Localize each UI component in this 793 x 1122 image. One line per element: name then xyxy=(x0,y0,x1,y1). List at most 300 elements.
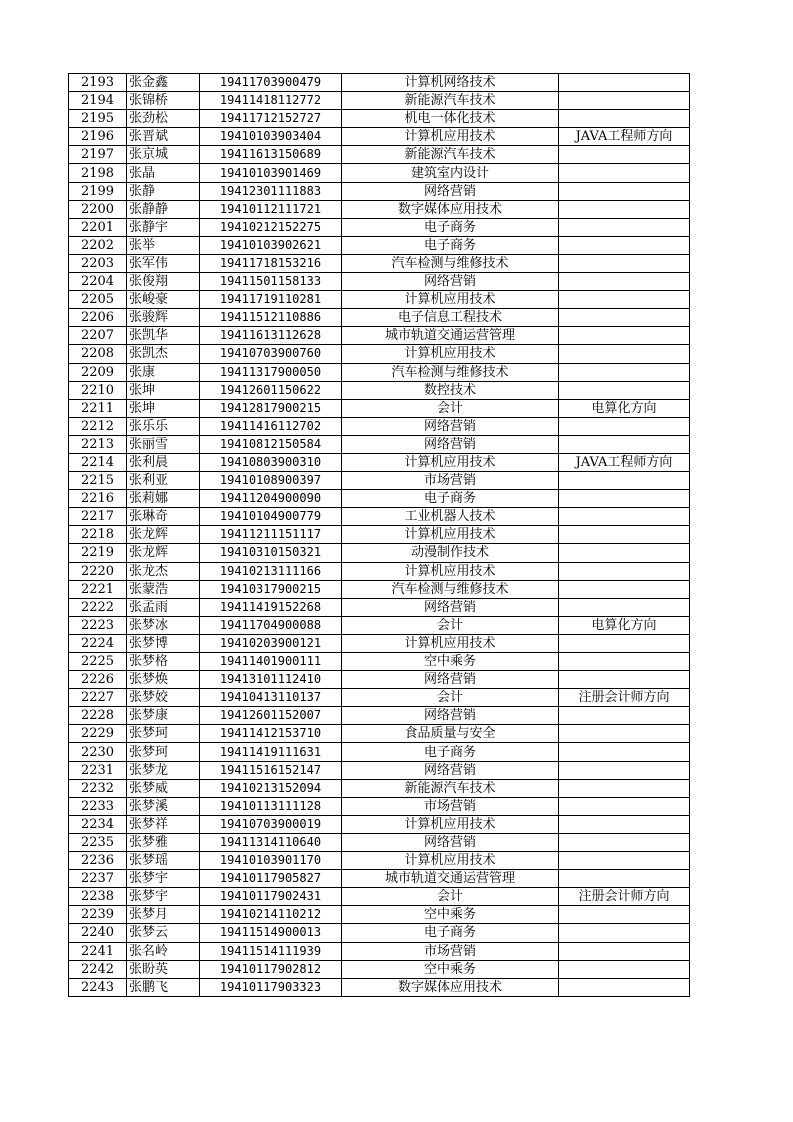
student-id-cell: 19412301111883 xyxy=(200,182,342,200)
student-name-cell: 张坤 xyxy=(127,399,200,417)
direction-cell xyxy=(559,815,690,833)
student-id-cell: 19412601152007 xyxy=(200,707,342,725)
table-row xyxy=(69,110,690,128)
student-name-cell: 张梦焕 xyxy=(127,671,200,689)
student-id-cell: 19411412153710 xyxy=(200,725,342,743)
student-name-cell: 张锦桥 xyxy=(127,92,200,110)
direction-cell: 注册会计师方向 xyxy=(559,689,690,707)
direction-cell xyxy=(559,490,690,508)
major-cell: 电子商务 xyxy=(342,490,559,508)
major-cell: 计算机应用技术 xyxy=(342,453,559,471)
major-cell: 会计 xyxy=(342,399,559,417)
table-row xyxy=(69,236,690,254)
direction-cell xyxy=(559,218,690,236)
direction-cell xyxy=(559,345,690,363)
major-cell: 电子商务 xyxy=(342,236,559,254)
student-name-cell: 张龙辉 xyxy=(127,526,200,544)
student-name-cell: 张金鑫 xyxy=(127,74,200,92)
major-cell: 网络营销 xyxy=(342,435,559,453)
major-cell: 建筑室内设计 xyxy=(342,164,559,182)
direction-cell xyxy=(559,653,690,671)
major-cell: 城市轨道交通运营管理 xyxy=(342,327,559,345)
row-number-cell: 2236 xyxy=(69,852,127,870)
row-number-cell: 2217 xyxy=(69,508,127,526)
student-name-cell: 张梦溪 xyxy=(127,797,200,815)
table-row xyxy=(69,634,690,652)
major-cell: 网络营销 xyxy=(342,182,559,200)
row-number-cell: 2240 xyxy=(69,924,127,942)
direction-cell xyxy=(559,273,690,291)
row-number-cell: 2243 xyxy=(69,978,127,996)
major-cell: 会计 xyxy=(342,888,559,906)
major-cell: 新能源汽车技术 xyxy=(342,779,559,797)
direction-cell xyxy=(559,381,690,399)
student-name-cell: 张盼英 xyxy=(127,960,200,978)
table-row xyxy=(69,562,690,580)
row-number-cell: 2197 xyxy=(69,146,127,164)
direction-cell xyxy=(559,526,690,544)
major-cell: 市场营销 xyxy=(342,942,559,960)
direction-cell xyxy=(559,870,690,888)
direction-cell xyxy=(559,924,690,942)
student-name-cell: 张凯杰 xyxy=(127,345,200,363)
row-number-cell: 2206 xyxy=(69,309,127,327)
student-id-cell: 19411314110640 xyxy=(200,833,342,851)
student-id-cell: 19410113111128 xyxy=(200,797,342,815)
direction-cell xyxy=(559,309,690,327)
table-row xyxy=(69,526,690,544)
student-name-cell: 张名岭 xyxy=(127,942,200,960)
major-cell: 计算机应用技术 xyxy=(342,815,559,833)
table-row xyxy=(69,453,690,471)
student-id-cell: 19411613112628 xyxy=(200,327,342,345)
row-number-cell: 2200 xyxy=(69,200,127,218)
table-row xyxy=(69,725,690,743)
direction-cell xyxy=(559,978,690,996)
student-name-cell: 张梦冰 xyxy=(127,616,200,634)
major-cell: 计算机网络技术 xyxy=(342,74,559,92)
row-number-cell: 2193 xyxy=(69,74,127,92)
direction-cell xyxy=(559,833,690,851)
direction-cell xyxy=(559,852,690,870)
row-number-cell: 2202 xyxy=(69,236,127,254)
row-number-cell: 2230 xyxy=(69,743,127,761)
direction-cell xyxy=(559,725,690,743)
major-cell: 食品质量与安全 xyxy=(342,725,559,743)
direction-cell xyxy=(559,508,690,526)
direction-cell xyxy=(559,200,690,218)
student-name-cell: 张军伟 xyxy=(127,254,200,272)
student-name-cell: 张峻豪 xyxy=(127,291,200,309)
student-id-cell: 19411703900479 xyxy=(200,74,342,92)
major-cell: 电子商务 xyxy=(342,924,559,942)
major-cell: 空中乘务 xyxy=(342,906,559,924)
student-id-cell: 19411419152268 xyxy=(200,598,342,616)
row-number-cell: 2209 xyxy=(69,363,127,381)
major-cell: 计算机应用技术 xyxy=(342,634,559,652)
direction-cell xyxy=(559,580,690,598)
direction-cell xyxy=(559,110,690,128)
student-name-cell: 张梦宇 xyxy=(127,870,200,888)
student-name-cell: 张利晨 xyxy=(127,453,200,471)
direction-cell xyxy=(559,92,690,110)
student-name-cell: 张坤 xyxy=(127,381,200,399)
major-cell: 网络营销 xyxy=(342,417,559,435)
major-cell: 新能源汽车技术 xyxy=(342,92,559,110)
direction-cell xyxy=(559,363,690,381)
major-cell: 电子信息工程技术 xyxy=(342,309,559,327)
direction-cell xyxy=(559,960,690,978)
table-row xyxy=(69,978,690,996)
table-row xyxy=(69,363,690,381)
student-name-cell: 张凯华 xyxy=(127,327,200,345)
row-number-cell: 2216 xyxy=(69,490,127,508)
student-name-cell: 张举 xyxy=(127,236,200,254)
row-number-cell: 2221 xyxy=(69,580,127,598)
table-row xyxy=(69,797,690,815)
table-row xyxy=(69,399,690,417)
student-id-cell: 19410103903404 xyxy=(200,128,342,146)
student-name-cell: 张梦博 xyxy=(127,634,200,652)
row-number-cell: 2215 xyxy=(69,472,127,490)
direction-cell xyxy=(559,598,690,616)
student-id-cell: 19411501158133 xyxy=(200,273,342,291)
direction-cell xyxy=(559,182,690,200)
student-id-cell: 19410104900779 xyxy=(200,508,342,526)
direction-cell xyxy=(559,74,690,92)
student-id-cell: 19410212152275 xyxy=(200,218,342,236)
direction-cell xyxy=(559,634,690,652)
student-id-cell: 19410812150584 xyxy=(200,435,342,453)
table-row xyxy=(69,544,690,562)
student-name-cell: 张劲松 xyxy=(127,110,200,128)
student-id-cell: 19411514900013 xyxy=(200,924,342,942)
direction-cell xyxy=(559,435,690,453)
table-row xyxy=(69,146,690,164)
row-number-cell: 2228 xyxy=(69,707,127,725)
table-row xyxy=(69,345,690,363)
direction-cell xyxy=(559,417,690,435)
table-row xyxy=(69,689,690,707)
student-name-cell: 张俊翔 xyxy=(127,273,200,291)
table-row xyxy=(69,128,690,146)
student-id-cell: 19411204900090 xyxy=(200,490,342,508)
row-number-cell: 2212 xyxy=(69,417,127,435)
student-id-cell: 19410112111721 xyxy=(200,200,342,218)
direction-cell: JAVA工程师方向 xyxy=(559,128,690,146)
student-id-cell: 19410213152094 xyxy=(200,779,342,797)
row-number-cell: 2199 xyxy=(69,182,127,200)
roster-body xyxy=(69,74,690,997)
student-id-cell: 19411514111939 xyxy=(200,942,342,960)
student-id-cell: 19412817900215 xyxy=(200,399,342,417)
student-id-cell: 19412601150622 xyxy=(200,381,342,399)
major-cell: 市场营销 xyxy=(342,472,559,490)
student-name-cell: 张康 xyxy=(127,363,200,381)
student-roster-table xyxy=(68,73,690,997)
major-cell: 空中乘务 xyxy=(342,653,559,671)
student-id-cell: 19410117905827 xyxy=(200,870,342,888)
table-row xyxy=(69,435,690,453)
row-number-cell: 2195 xyxy=(69,110,127,128)
table-row xyxy=(69,653,690,671)
student-name-cell: 张静静 xyxy=(127,200,200,218)
student-id-cell: 19411317900050 xyxy=(200,363,342,381)
row-number-cell: 2222 xyxy=(69,598,127,616)
row-number-cell: 2241 xyxy=(69,942,127,960)
student-id-cell: 19410214110212 xyxy=(200,906,342,924)
table-row xyxy=(69,164,690,182)
student-name-cell: 张梦珂 xyxy=(127,743,200,761)
major-cell: 市场营销 xyxy=(342,797,559,815)
table-row xyxy=(69,218,690,236)
student-id-cell: 19410203900121 xyxy=(200,634,342,652)
student-name-cell: 张梦雅 xyxy=(127,833,200,851)
row-number-cell: 2207 xyxy=(69,327,127,345)
student-id-cell: 19410103902621 xyxy=(200,236,342,254)
row-number-cell: 2224 xyxy=(69,634,127,652)
direction-cell xyxy=(559,743,690,761)
major-cell: 工业机器人技术 xyxy=(342,508,559,526)
direction-cell xyxy=(559,906,690,924)
table-row xyxy=(69,598,690,616)
major-cell: 数字媒体应用技术 xyxy=(342,200,559,218)
student-name-cell: 张鹏飞 xyxy=(127,978,200,996)
direction-cell: 电算化方向 xyxy=(559,616,690,634)
row-number-cell: 2214 xyxy=(69,453,127,471)
row-number-cell: 2239 xyxy=(69,906,127,924)
row-number-cell: 2201 xyxy=(69,218,127,236)
student-id-cell: 19410117902431 xyxy=(200,888,342,906)
student-name-cell: 张梦龙 xyxy=(127,761,200,779)
direction-cell xyxy=(559,797,690,815)
major-cell: 计算机应用技术 xyxy=(342,562,559,580)
table-row xyxy=(69,779,690,797)
table-row xyxy=(69,743,690,761)
direction-cell: 注册会计师方向 xyxy=(559,888,690,906)
table-row xyxy=(69,924,690,942)
table-row xyxy=(69,942,690,960)
direction-cell: 电算化方向 xyxy=(559,399,690,417)
student-id-cell: 19413101112410 xyxy=(200,671,342,689)
student-id-cell: 19411418112772 xyxy=(200,92,342,110)
student-name-cell: 张梦瑶 xyxy=(127,852,200,870)
student-name-cell: 张梦宇 xyxy=(127,888,200,906)
table-row xyxy=(69,870,690,888)
student-name-cell: 张静宇 xyxy=(127,218,200,236)
student-name-cell: 张莉娜 xyxy=(127,490,200,508)
student-name-cell: 张丽雪 xyxy=(127,435,200,453)
student-id-cell: 19410413110137 xyxy=(200,689,342,707)
student-name-cell: 张梦格 xyxy=(127,653,200,671)
table-row xyxy=(69,671,690,689)
student-id-cell: 19410108900397 xyxy=(200,472,342,490)
student-id-cell: 19411718153216 xyxy=(200,254,342,272)
student-name-cell: 张乐乐 xyxy=(127,417,200,435)
student-id-cell: 19410310150321 xyxy=(200,544,342,562)
direction-cell xyxy=(559,472,690,490)
student-name-cell: 张梦祥 xyxy=(127,815,200,833)
major-cell: 计算机应用技术 xyxy=(342,852,559,870)
student-id-cell: 19411613150689 xyxy=(200,146,342,164)
major-cell: 汽车检测与维修技术 xyxy=(342,363,559,381)
major-cell: 电子商务 xyxy=(342,743,559,761)
direction-cell xyxy=(559,562,690,580)
student-id-cell: 19411719110281 xyxy=(200,291,342,309)
table-row xyxy=(69,906,690,924)
table-row xyxy=(69,381,690,399)
row-number-cell: 2223 xyxy=(69,616,127,634)
table-row xyxy=(69,182,690,200)
student-id-cell: 19410117903323 xyxy=(200,978,342,996)
table-row xyxy=(69,616,690,634)
table-row xyxy=(69,309,690,327)
table-row xyxy=(69,472,690,490)
student-id-cell: 19411401900111 xyxy=(200,653,342,671)
table-row xyxy=(69,960,690,978)
major-cell: 数字媒体应用技术 xyxy=(342,978,559,996)
row-number-cell: 2234 xyxy=(69,815,127,833)
row-number-cell: 2220 xyxy=(69,562,127,580)
row-number-cell: 2213 xyxy=(69,435,127,453)
table-row xyxy=(69,200,690,218)
table-row xyxy=(69,291,690,309)
student-id-cell: 19410803900310 xyxy=(200,453,342,471)
row-number-cell: 2225 xyxy=(69,653,127,671)
direction-cell xyxy=(559,761,690,779)
table-row xyxy=(69,833,690,851)
student-name-cell: 张孟雨 xyxy=(127,598,200,616)
student-name-cell: 张梦珂 xyxy=(127,725,200,743)
row-number-cell: 2196 xyxy=(69,128,127,146)
row-number-cell: 2208 xyxy=(69,345,127,363)
student-id-cell: 19410103901170 xyxy=(200,852,342,870)
row-number-cell: 2227 xyxy=(69,689,127,707)
table-row xyxy=(69,327,690,345)
student-name-cell: 张梦康 xyxy=(127,707,200,725)
major-cell: 汽车检测与维修技术 xyxy=(342,580,559,598)
direction-cell xyxy=(559,291,690,309)
major-cell: 动漫制作技术 xyxy=(342,544,559,562)
row-number-cell: 2233 xyxy=(69,797,127,815)
table-row xyxy=(69,815,690,833)
student-id-cell: 19410213111166 xyxy=(200,562,342,580)
table-row xyxy=(69,273,690,291)
table-row xyxy=(69,92,690,110)
student-id-cell: 19411419111631 xyxy=(200,743,342,761)
major-cell: 汽车检测与维修技术 xyxy=(342,254,559,272)
table-row xyxy=(69,888,690,906)
row-number-cell: 2194 xyxy=(69,92,127,110)
major-cell: 网络营销 xyxy=(342,671,559,689)
direction-cell xyxy=(559,146,690,164)
row-number-cell: 2232 xyxy=(69,779,127,797)
table-row xyxy=(69,74,690,92)
major-cell: 计算机应用技术 xyxy=(342,526,559,544)
row-number-cell: 2238 xyxy=(69,888,127,906)
row-number-cell: 2203 xyxy=(69,254,127,272)
student-name-cell: 张梦云 xyxy=(127,924,200,942)
major-cell: 网络营销 xyxy=(342,598,559,616)
row-number-cell: 2229 xyxy=(69,725,127,743)
student-name-cell: 张梦月 xyxy=(127,906,200,924)
row-number-cell: 2210 xyxy=(69,381,127,399)
student-name-cell: 张骏辉 xyxy=(127,309,200,327)
row-number-cell: 2198 xyxy=(69,164,127,182)
table-row xyxy=(69,852,690,870)
student-name-cell: 张蒙浩 xyxy=(127,580,200,598)
row-number-cell: 2219 xyxy=(69,544,127,562)
student-id-cell: 19410117902812 xyxy=(200,960,342,978)
row-number-cell: 2226 xyxy=(69,671,127,689)
major-cell: 网络营销 xyxy=(342,833,559,851)
student-name-cell: 张琳奇 xyxy=(127,508,200,526)
student-id-cell: 19411704900088 xyxy=(200,616,342,634)
student-id-cell: 19411211151117 xyxy=(200,526,342,544)
direction-cell xyxy=(559,164,690,182)
major-cell: 新能源汽车技术 xyxy=(342,146,559,164)
student-id-cell: 19411712152727 xyxy=(200,110,342,128)
row-number-cell: 2237 xyxy=(69,870,127,888)
student-name-cell: 张晶 xyxy=(127,164,200,182)
student-id-cell: 19411416112702 xyxy=(200,417,342,435)
major-cell: 电子商务 xyxy=(342,218,559,236)
major-cell: 城市轨道交通运营管理 xyxy=(342,870,559,888)
table-row xyxy=(69,254,690,272)
student-id-cell: 19410703900019 xyxy=(200,815,342,833)
direction-cell xyxy=(559,254,690,272)
direction-cell xyxy=(559,942,690,960)
table-row xyxy=(69,580,690,598)
row-number-cell: 2242 xyxy=(69,960,127,978)
row-number-cell: 2205 xyxy=(69,291,127,309)
student-name-cell: 张利亚 xyxy=(127,472,200,490)
table-row xyxy=(69,490,690,508)
student-id-cell: 19410703900760 xyxy=(200,345,342,363)
row-number-cell: 2231 xyxy=(69,761,127,779)
row-number-cell: 2218 xyxy=(69,526,127,544)
student-name-cell: 张龙杰 xyxy=(127,562,200,580)
major-cell: 会计 xyxy=(342,689,559,707)
major-cell: 数控技术 xyxy=(342,381,559,399)
major-cell: 空中乘务 xyxy=(342,960,559,978)
student-id-cell: 19410317900215 xyxy=(200,580,342,598)
student-name-cell: 张梦威 xyxy=(127,779,200,797)
major-cell: 计算机应用技术 xyxy=(342,291,559,309)
direction-cell xyxy=(559,236,690,254)
direction-cell: JAVA工程师方向 xyxy=(559,453,690,471)
row-number-cell: 2235 xyxy=(69,833,127,851)
student-name-cell: 张静 xyxy=(127,182,200,200)
table-row xyxy=(69,761,690,779)
student-name-cell: 张晋斌 xyxy=(127,128,200,146)
major-cell: 机电一体化技术 xyxy=(342,110,559,128)
major-cell: 计算机应用技术 xyxy=(342,128,559,146)
student-id-cell: 19411512110886 xyxy=(200,309,342,327)
student-id-cell: 19411516152147 xyxy=(200,761,342,779)
major-cell: 网络营销 xyxy=(342,273,559,291)
student-name-cell: 张龙辉 xyxy=(127,544,200,562)
student-id-cell: 19410103901469 xyxy=(200,164,342,182)
student-name-cell: 张梦姣 xyxy=(127,689,200,707)
direction-cell xyxy=(559,671,690,689)
major-cell: 网络营销 xyxy=(342,707,559,725)
table-row xyxy=(69,707,690,725)
row-number-cell: 2204 xyxy=(69,273,127,291)
direction-cell xyxy=(559,544,690,562)
direction-cell xyxy=(559,707,690,725)
major-cell: 会计 xyxy=(342,616,559,634)
